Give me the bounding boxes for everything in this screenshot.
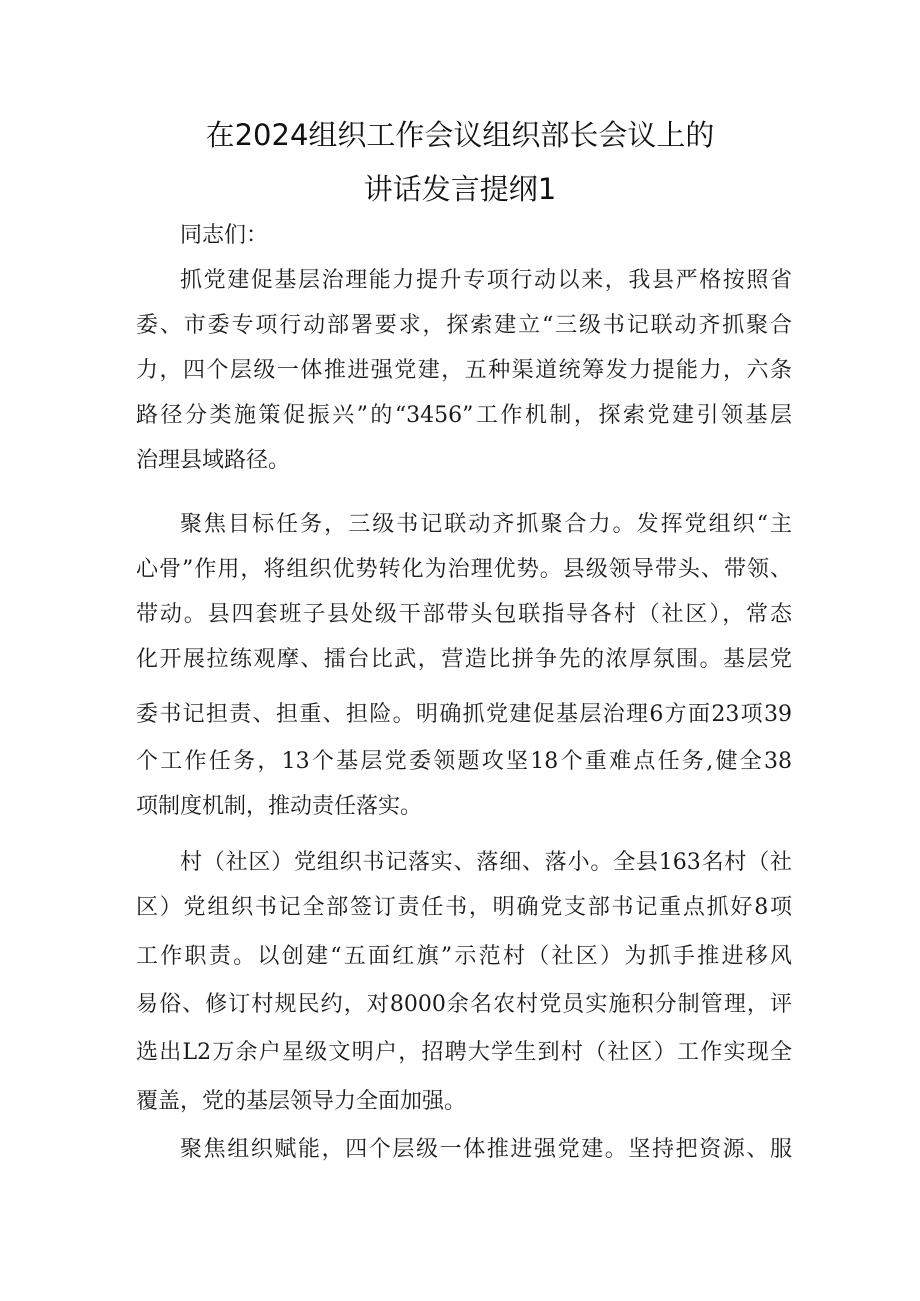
- body-line: 覆盖，党的基层领导力全面加强。: [136, 1089, 467, 1114]
- body-line: 聚焦组织赋能，四个层级一体推进强党建。坚持把资源、服: [180, 1137, 792, 1162]
- salutation: 同志们：: [180, 223, 269, 248]
- body-line: 委书记担责、担重、担险。明确抓党建促基层治理6方面23项39: [136, 702, 792, 727]
- body-line: 项制度机制，推动责任落实。: [136, 794, 423, 819]
- document-title-line-1: 在2024组织工作会议组织部长会议上的: [205, 118, 715, 152]
- body-line: 化开展拉练观摩、擂台比武，营造比拼争先的浓厚氛围。基层党: [136, 647, 792, 672]
- body-line: 心骨”作用，将组织优势转化为治理优势。县级领导带头、带领、: [136, 557, 792, 582]
- body-line: 抓党建促基层治理能力提升专项行动以来，我县严格按照省: [180, 268, 792, 293]
- body-line: 路径分类施策促振兴”的“3456”工作机制，探索党建引领基层: [136, 403, 792, 428]
- document-title-line-2: 讲话发言提纲1: [363, 172, 557, 206]
- body-line: 工作职责。以创建“五面红旗”示范村（社区）为抓手推进移风: [136, 944, 792, 969]
- body-line: 聚焦目标任务，三级书记联动齐抓聚合力。发挥党组织“主: [180, 512, 792, 537]
- body-line: 易俗、修订村规民约，对8000余名农村党员实施积分制管理，评: [136, 992, 792, 1017]
- body-line: 个工作任务，13个基层党委领题攻坚18个重难点任务,健全38: [136, 749, 792, 774]
- body-line: 力，四个层级一体推进强党建，五种渠道统筹发力提能力，六条: [136, 358, 792, 383]
- body-line: 带动。县四套班子县处级干部带头包联指导各村（社区），常态: [136, 602, 792, 627]
- body-line: 治理县域路径。: [136, 448, 291, 473]
- body-line: 区）党组织书记全部签订责任书，明确党支部书记重点抓好8项: [136, 895, 792, 920]
- body-line: 委、市委专项行动部署要求，探索建立“三级书记联动齐抓聚合: [136, 313, 792, 338]
- body-line: 村（社区）党组织书记落实、落细、落小。全县163名村（社: [180, 850, 792, 875]
- body-line: 选出L2万余户星级文明户，招聘大学生到村（社区）工作实现全: [136, 1040, 792, 1065]
